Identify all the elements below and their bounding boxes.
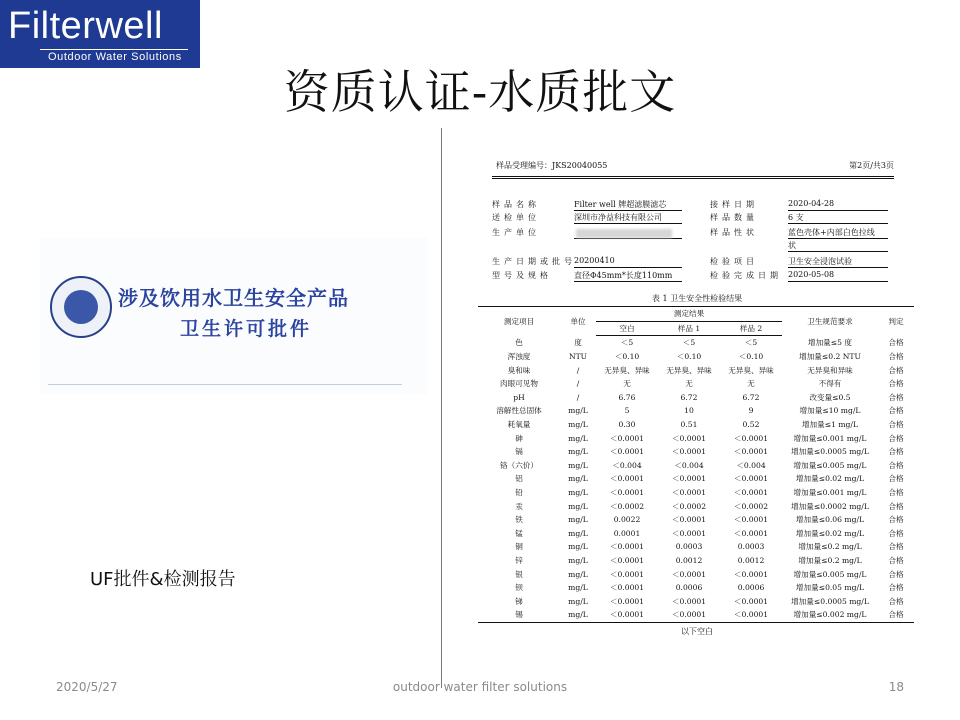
table-row <box>478 363 914 377</box>
permit-title-line1: 涉及饮用水卫生安全产品 <box>118 286 349 310</box>
header-sample-2: 样品 2 <box>720 321 782 336</box>
table-caption: 表 1 卫生安全性检验结果 <box>651 294 743 303</box>
row-sample-2: ＜0.0001 <box>720 608 782 622</box>
row-requirement: 增加量≤0.0005 mg/L <box>791 447 869 457</box>
row-sample-2: ＜0.10 <box>738 352 764 362</box>
row-judgement: 合格 <box>888 460 904 470</box>
info-label: 生产日期或批号 <box>492 257 576 266</box>
sample-number: 样品受理编号：JKS20040055 <box>496 161 608 170</box>
row-requirement: 增加量≤0.2 mg/L <box>798 555 862 565</box>
redacted-field <box>576 229 672 238</box>
row-sample-2: ＜0.0001 <box>733 474 769 484</box>
row-unit: mg/L <box>568 474 588 484</box>
row-blank: ＜0.0001 <box>609 542 645 552</box>
row-requirement: 增加量≤0.02 mg/L <box>795 528 865 538</box>
vertical-divider <box>441 128 442 688</box>
row-sample-2: ＜0.0001 <box>733 596 769 606</box>
row-sample-2: 无异臭、异味 <box>728 365 774 375</box>
row-judgement: 合格 <box>878 608 914 622</box>
row-unit: mg/L <box>568 528 588 538</box>
row-judgement: 合格 <box>888 488 904 498</box>
row-sample-1: 10 <box>684 406 694 416</box>
row-blank: 6.76 <box>618 392 636 402</box>
row-requirement: 增加量≤0.002 mg/L <box>782 608 878 622</box>
table-row <box>478 472 914 486</box>
row-sample-1: ＜0.0001 <box>671 515 707 525</box>
row-unit: mg/L <box>568 433 588 443</box>
row-item: 铝 <box>515 474 523 484</box>
table-row <box>478 608 914 622</box>
row-item: 铬（六价） <box>500 460 538 470</box>
row-unit: mg/L <box>568 583 588 593</box>
header-unit: 单位 <box>560 307 596 336</box>
permit-document-image <box>40 238 428 394</box>
footer-center-text: outdoor water filter solutions <box>392 680 568 694</box>
header-sample-1: 样品 1 <box>658 321 720 336</box>
row-judgement: 合格 <box>888 392 904 402</box>
row-blank: ＜0.10 <box>614 352 640 362</box>
row-sample-1: ＜0.0001 <box>671 596 707 606</box>
table-row <box>478 391 914 405</box>
table-row <box>478 540 914 554</box>
row-judgement: 合格 <box>888 583 904 593</box>
logo-underline <box>40 49 188 50</box>
row-item: 汞 <box>515 501 523 511</box>
row-item: pH <box>513 392 525 402</box>
table-row <box>478 404 914 418</box>
row-item: 钡 <box>515 583 523 593</box>
row-blank: ＜0.0001 <box>596 608 658 622</box>
row-unit: mg/L <box>568 569 588 579</box>
row-requirement: 增加量≤0.05 mg/L <box>795 583 865 593</box>
row-sample-2: 9 <box>748 406 754 416</box>
row-item: 镉 <box>515 447 523 457</box>
info-label: 检验完成日期 <box>710 271 782 280</box>
row-requirement: 无异臭和异味 <box>807 365 853 375</box>
row-requirement: 增加量≤0.005 mg/L <box>793 460 867 470</box>
info-label: 接样日期 <box>710 200 758 209</box>
info-value: 深圳市净益科技有限公司 <box>574 212 682 224</box>
row-requirement: 增加量≤0.0002 mg/L <box>791 501 869 511</box>
row-judgement: 合格 <box>888 365 904 375</box>
row-sample-2: 0.0003 <box>737 542 765 552</box>
table-row <box>478 554 914 568</box>
row-unit: 度 <box>574 338 582 348</box>
row-requirement: 增加量≤0.005 mg/L <box>793 569 867 579</box>
logo-brand-text: Filterwell <box>8 5 163 47</box>
row-sample-1: ＜0.0001 <box>658 608 720 622</box>
info-row <box>478 240 916 252</box>
row-unit: mg/L <box>568 420 588 430</box>
info-label: 样品性状 <box>710 228 758 237</box>
info-value: 20200410 <box>574 256 682 268</box>
table-row <box>478 431 914 445</box>
table-row <box>478 445 914 459</box>
table-row <box>478 459 914 473</box>
row-sample-1: 0.0003 <box>675 542 703 552</box>
row-sample-1: 无 <box>685 379 693 389</box>
permit-rule <box>48 384 402 385</box>
header-judgement: 判定 <box>878 307 914 336</box>
report-rule <box>492 176 894 177</box>
row-judgement: 合格 <box>888 501 904 511</box>
row-sample-2: 0.0012 <box>737 555 765 565</box>
row-blank: ＜0.0001 <box>609 555 645 565</box>
row-requirement: 增加量≤0.001 mg/L <box>793 488 867 498</box>
row-judgement: 合格 <box>888 542 904 552</box>
row-item: 肉眼可见物 <box>500 379 538 389</box>
row-item: 铜 <box>515 542 523 552</box>
row-sample-2: 无 <box>747 379 755 389</box>
row-unit: mg/L <box>568 555 588 565</box>
row-unit: mg/L <box>568 406 588 416</box>
info-label: 生产单位 <box>492 228 540 237</box>
row-item: 臭和味 <box>507 365 531 375</box>
table-row <box>478 513 914 527</box>
row-blank: ＜0.0001 <box>609 433 645 443</box>
row-requirement: 增加量≤10 mg/L <box>799 406 861 416</box>
row-judgement: 合格 <box>888 433 904 443</box>
row-blank: ＜0.0001 <box>609 447 645 457</box>
health-commission-seal-icon <box>50 276 112 338</box>
table-row <box>478 499 914 513</box>
row-blank: ＜0.004 <box>612 460 642 470</box>
row-sample-1: ＜0.0001 <box>671 447 707 457</box>
table-row <box>478 594 914 608</box>
row-sample-1: 无异臭、异味 <box>666 365 712 375</box>
row-item: 溶解性总固体 <box>496 406 542 416</box>
row-unit: / <box>576 365 580 375</box>
row-requirement: 增加量≤0.2 NTU <box>799 352 861 362</box>
row-blank: 0.0001 <box>613 528 641 538</box>
row-requirement: 增加量≤1 mg/L <box>801 420 859 430</box>
row-requirement: 改变量≤0.5 <box>809 392 851 402</box>
row-sample-1: ＜0.0001 <box>671 488 707 498</box>
header-results: 测定结果 <box>596 307 782 322</box>
test-report-document <box>478 158 916 637</box>
row-sample-1: 0.51 <box>680 420 698 430</box>
info-value: 状 <box>788 240 888 252</box>
seal-emblem <box>64 290 98 324</box>
row-unit: mg/L <box>568 488 588 498</box>
table-row <box>478 567 914 581</box>
info-row <box>478 227 916 239</box>
row-requirement: 增加量≤0.001 mg/L <box>793 433 867 443</box>
uf-caption: UF批件&检测报告 <box>90 569 236 590</box>
row-unit: mg/L <box>560 608 596 622</box>
row-sample-1: ＜0.0001 <box>671 569 707 579</box>
row-requirement: 不得有 <box>818 379 842 389</box>
row-item: 铅 <box>515 488 523 498</box>
table-row <box>478 350 914 364</box>
row-unit: mg/L <box>568 515 588 525</box>
row-sample-1: ＜0.0001 <box>671 433 707 443</box>
row-judgement: 合格 <box>888 338 904 348</box>
row-requirement: 增加量≤0.2 mg/L <box>798 542 862 552</box>
permit-title-line2: 卫生许可批件 <box>180 318 313 340</box>
row-unit: mg/L <box>568 596 588 606</box>
row-item: 锌 <box>515 555 523 565</box>
row-requirement: 增加量≤0.02 mg/L <box>795 474 865 484</box>
table-row <box>478 377 914 391</box>
slide-page-number: 18 <box>888 680 904 694</box>
row-item: 砷 <box>515 433 523 443</box>
table-row <box>478 527 914 541</box>
info-label: 型号及规格 <box>492 271 552 280</box>
table-row <box>478 581 914 595</box>
row-sample-1: 0.0012 <box>675 555 703 565</box>
sample-info-block <box>478 179 916 291</box>
row-blank: ＜0.0001 <box>609 569 645 579</box>
row-sample-2: ＜0.0001 <box>733 569 769 579</box>
logo-tagline: Outdoor Water Solutions <box>48 51 182 63</box>
row-item: 锡 <box>478 608 560 622</box>
row-blank: ＜0.0001 <box>609 474 645 484</box>
header-blank: 空白 <box>596 321 658 336</box>
row-judgement: 合格 <box>888 515 904 525</box>
info-value: Filter well 牌超滤膜滤芯 <box>574 199 682 211</box>
row-judgement: 合格 <box>888 447 904 457</box>
row-blank: ＜0.0001 <box>609 596 645 606</box>
row-unit: mg/L <box>568 542 588 552</box>
row-judgement: 合格 <box>888 596 904 606</box>
footer-date: 2020/5/27 <box>56 680 118 694</box>
info-label: 样品名称 <box>492 200 540 209</box>
row-sample-1: 6.72 <box>680 392 698 402</box>
row-judgement: 合格 <box>888 555 904 565</box>
row-blank: ＜5 <box>620 338 634 348</box>
row-unit: / <box>576 392 580 402</box>
row-blank: ＜0.0001 <box>609 583 645 593</box>
row-sample-2: 0.0006 <box>737 583 765 593</box>
row-sample-2: ＜0.004 <box>736 460 766 470</box>
row-unit: mg/L <box>568 447 588 457</box>
row-item: 色 <box>515 338 523 348</box>
info-label: 送检单位 <box>492 213 540 222</box>
row-sample-1: ＜0.0002 <box>671 501 707 511</box>
row-unit: mg/L <box>568 501 588 511</box>
row-sample-1: ＜0.0001 <box>671 528 707 538</box>
table-row <box>478 336 914 350</box>
row-requirement: 增加量≤5 度 <box>808 338 852 348</box>
row-judgement: 合格 <box>888 474 904 484</box>
row-unit: NTU <box>568 352 588 362</box>
row-item: 耗氧量 <box>507 420 531 430</box>
row-judgement: 合格 <box>888 528 904 538</box>
info-value: 2020-05-08 <box>788 270 888 282</box>
info-value: 蓝色壳体+内部白色拉线 <box>788 227 888 239</box>
info-row <box>478 256 916 268</box>
info-label: 检验项目 <box>710 257 758 266</box>
info-value: 2020-04-28 <box>788 199 888 211</box>
row-unit: mg/L <box>568 460 588 470</box>
row-sample-2: ＜0.0002 <box>733 501 769 511</box>
table-row <box>478 418 914 432</box>
row-judgement: 合格 <box>888 569 904 579</box>
row-sample-1: ＜0.004 <box>674 460 704 470</box>
row-sample-1: 0.0006 <box>675 583 703 593</box>
row-judgement: 合格 <box>888 406 904 416</box>
row-item: 银 <box>515 569 523 579</box>
info-value: 直径Φ45mm*长度110mm <box>574 270 682 282</box>
row-sample-2: ＜5 <box>744 338 758 348</box>
info-value: 卫生安全浸泡试验 <box>788 256 888 268</box>
results-table-body <box>478 336 914 622</box>
row-blank: 5 <box>624 406 630 416</box>
slide-title: 资质认证-水质批文 <box>283 65 677 119</box>
row-sample-2: ＜0.0001 <box>733 433 769 443</box>
row-sample-1: ＜5 <box>682 338 696 348</box>
end-note: 以下空白 <box>681 626 713 636</box>
row-sample-2: ＜0.0001 <box>733 515 769 525</box>
row-item: 浑浊度 <box>507 352 531 362</box>
row-judgement: 合格 <box>888 352 904 362</box>
report-top-line <box>478 158 916 174</box>
row-blank: 无 <box>623 379 631 389</box>
row-item: 铁 <box>515 515 523 525</box>
row-requirement: 增加量≤0.0005 mg/L <box>791 596 869 606</box>
row-requirement: 增加量≤0.06 mg/L <box>795 515 865 525</box>
row-blank: 无异臭、异味 <box>604 365 650 375</box>
page-info: 第2页/共3页 <box>849 161 894 170</box>
info-row <box>478 270 916 282</box>
row-item: 锰 <box>515 528 523 538</box>
row-blank: ＜0.0001 <box>609 488 645 498</box>
row-sample-2: 0.52 <box>742 420 760 430</box>
table-row <box>478 486 914 500</box>
row-blank: ＜0.0002 <box>609 501 645 511</box>
info-label: 样品数量 <box>710 213 758 222</box>
row-sample-2: 6.72 <box>742 392 760 402</box>
row-unit: / <box>576 379 580 389</box>
row-sample-1: ＜0.10 <box>676 352 702 362</box>
header-requirement: 卫生规范要求 <box>782 307 878 336</box>
row-blank: 0.0022 <box>613 515 641 525</box>
info-row <box>478 212 916 224</box>
row-blank: 0.30 <box>618 420 636 430</box>
info-value: 6 支 <box>788 212 888 224</box>
row-item: 锑 <box>515 596 523 606</box>
header-item: 测定项目 <box>478 307 560 336</box>
info-row <box>478 199 916 211</box>
row-sample-1: ＜0.0001 <box>671 474 707 484</box>
row-judgement: 合格 <box>888 420 904 430</box>
results-table <box>478 306 914 623</box>
row-sample-2: ＜0.0001 <box>733 447 769 457</box>
row-judgement: 合格 <box>888 379 904 389</box>
row-sample-2: ＜0.0001 <box>733 488 769 498</box>
row-sample-2: ＜0.0001 <box>733 528 769 538</box>
